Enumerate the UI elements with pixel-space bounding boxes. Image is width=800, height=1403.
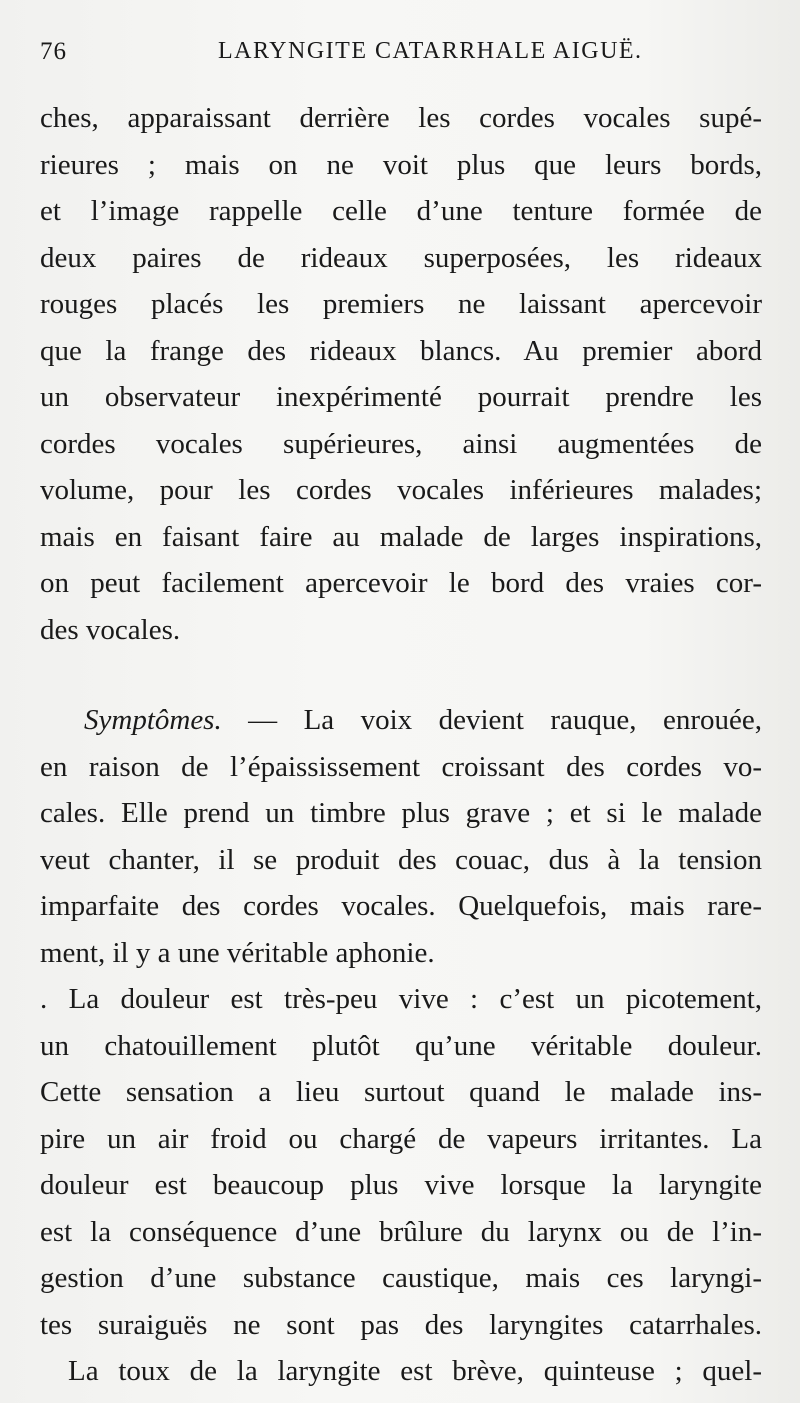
text-line: deux paires de rideaux superposées, les rideaux — [40, 241, 762, 274]
text-line: rieures ; mais on ne voit plus que leurs bords, — [40, 148, 762, 181]
text-line: un chatouillement plutôt qu’une véritable douleur. — [40, 1029, 762, 1062]
paragraph-pain — [40, 976, 762, 1348]
text-line: rouges placés les premiers ne laissant apercevoir — [40, 288, 762, 320]
text-line: volume, pour les cordes vocales inférieures malades; — [40, 474, 762, 506]
text-line: cales. Elle prend un timbre plus grave ; et si le malade — [40, 797, 762, 829]
text-line: . La douleur est très-peu vive : c’est un picotement, — [40, 983, 762, 1015]
text-line: est la conséquence d’une brûlure du larynx ou de l’in- — [40, 1215, 762, 1248]
paragraph-anatomy — [40, 95, 762, 653]
text-line: ches, apparaissant derrière les cordes vocales supé- — [40, 102, 762, 134]
text-line: que la frange des rideaux blancs. Au premier abord — [40, 334, 762, 367]
page-header — [40, 38, 760, 78]
text-line: douleur est beaucoup plus vive lorsque la laryngite — [40, 1169, 762, 1201]
text-line: et l’image rappelle celle d’une tenture formée de — [40, 195, 762, 227]
text-line: Cette sensation a lieu surtout quand le malade ins- — [40, 1076, 762, 1108]
paragraph-symptoms — [40, 697, 762, 976]
page-number: 76 — [40, 38, 67, 65]
paragraph-gap — [40, 653, 762, 697]
text-line: ment, il y a une véritable aphonie. — [40, 936, 435, 969]
text-line: gestion d’une substance caustique, mais ces laryngi- — [40, 1262, 762, 1294]
text-line: en raison de l’épaississement croissant des cordes vo- — [40, 750, 762, 783]
body-text — [40, 95, 762, 1395]
text-line: un observateur inexpérimenté pourrait prendre les — [40, 381, 762, 413]
text-line: veut chanter, il se produit des couac, dus à la tension — [40, 843, 762, 876]
section-heading: Symptômes. — [84, 704, 222, 736]
text-line: des vocales. — [40, 613, 181, 646]
text-run: — La voix devient rauque, enrouée, — [221, 704, 762, 736]
text-line: pire un air froid ou chargé de vapeurs irritantes. La — [40, 1122, 762, 1155]
text-line: tes suraiguës ne sont pas des laryngites catarrhales. — [40, 1308, 762, 1341]
text-line: on peut facilement apercevoir le bord des vraies cor- — [40, 567, 762, 599]
text-line: cordes vocales supérieures, ainsi augmentées de — [40, 427, 762, 460]
paragraph-cough — [40, 1348, 762, 1395]
text-line: imparfaite des cordes vocales. Quelquefois, mais rare- — [40, 890, 762, 922]
running-title: LARYNGITE CATARRHALE AIGUË. — [218, 38, 643, 64]
text-line: La toux de la laryngite est brève, quinteuse ; quel- — [68, 1355, 762, 1387]
text-line: mais en faisant faire au malade de larges inspirations, — [40, 520, 762, 553]
text-line — [40, 697, 762, 744]
